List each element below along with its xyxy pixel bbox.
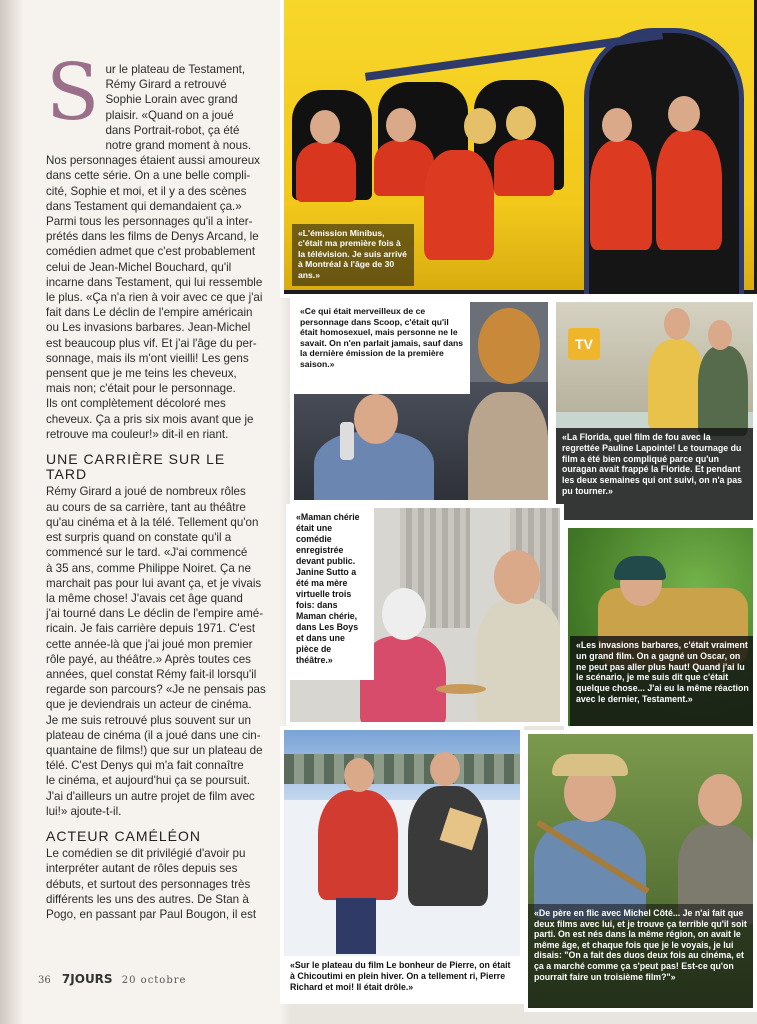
photo-caption: «L'émission Minibus, c'était ma première fois à la télévision. Je suis arrivé à Montréal à l'âge de 30 ans.» [292, 224, 414, 286]
man-suit [476, 598, 564, 726]
person-head [310, 110, 340, 144]
text-line: Sophie Lorain avec grand [105, 93, 238, 107]
man-hawaiian-shirt [648, 340, 704, 430]
person-head [464, 108, 496, 144]
text-line: Nos personnages étaient aussi amoureux [46, 154, 260, 168]
text-line: cité, Sophie et moi, et il y a des scènes [46, 184, 247, 198]
text-line: années, quel constat Rémy fait-il lorsqu'il [46, 667, 257, 681]
text-line: quantaine de films!) que sur un plateau de [46, 743, 263, 757]
text-line: retrouve ma couleur!» dit-il en riant. [46, 427, 229, 441]
text-line: plateau de cinéma (il a joué dans une cin- [46, 728, 261, 742]
person-head [382, 588, 426, 640]
section-heading: ACTEUR CAMÉLÉON [46, 827, 202, 844]
text-line: que je deviendrais un acteur de cinéma. [46, 698, 252, 712]
text-line: comédien admet que c'est probablement [46, 245, 256, 259]
person-head [354, 394, 398, 444]
text-line: ricain. Je fais carrière depuis 1971. C'est [46, 622, 256, 636]
page-footer [38, 972, 278, 988]
text-line: commencé sur le tard. «J'ai commencé [46, 546, 248, 560]
article-column [46, 48, 270, 922]
text-line: prétés dans les films de Denys Arcand, le [46, 230, 259, 244]
wool-hat [614, 556, 666, 580]
text-line: plaisir. «Quand on a joué [105, 108, 234, 122]
person-head [386, 108, 416, 142]
section-heading: UNE CARRIÈRE SUR LE TARD [46, 451, 226, 483]
text-line: notre grand moment à nous. [105, 139, 252, 153]
text-line: mais non; c'était pour le personnage. [46, 382, 236, 396]
woman-floral-dress [698, 346, 748, 436]
text-line: au cours de sa carrière, tant au théâtre [46, 500, 246, 514]
person-head [664, 308, 690, 340]
person-head [708, 320, 732, 350]
straw-hat [552, 754, 628, 776]
text-line: j'ai tourné dans Le déclin de l'empire amé- [46, 607, 264, 621]
photo-caption: «Les invasions barbares, c'était vraiment un grand film. On a gagné un Oscar, on ne peut pas aller plus haut! Quand j'ai lu le scénario, je me suis dit que c'était quelque chose... J'ai eu la même réaction avec le dernier, Testament.» [570, 636, 755, 728]
photo-invasions-barbares [564, 524, 757, 730]
woman-curly-hair [468, 392, 548, 504]
photo-minibus [280, 0, 757, 298]
photo-de-pere-en-flic [524, 730, 757, 1012]
text-line: débuts, et surtout des personnages très [46, 877, 251, 891]
text-line: cette année-là que j'ai joué mon premier [46, 637, 253, 651]
paragraph-1-rest [46, 153, 270, 442]
man-red-parka [318, 790, 398, 900]
person-head [430, 752, 460, 786]
tv-sign: TV [568, 328, 600, 360]
legs [336, 898, 376, 954]
text-line: Parmi tous les personnages qu'il a inter- [46, 215, 253, 229]
person-red-shirt [590, 140, 652, 250]
text-line: sonnage, mais ils m'ont vieilli! Les gens [46, 351, 249, 365]
drop-cap: S [46, 48, 100, 138]
person-red-shirt [424, 150, 494, 260]
text-line: différents les uns des autres. De Stan à [46, 892, 249, 906]
text-line: Le comédien se dit privilégié d'avoir pu [46, 847, 246, 861]
text-line: qu'au cinéma et à la télé. Tellement qu'on [46, 515, 259, 529]
text-line: dans Testament qui demandaient ça.» [46, 199, 242, 213]
text-line: J'ai d'ailleurs un autre projet de film avec [46, 789, 255, 803]
trees [284, 754, 520, 784]
text-line: Rémy Girard a retrouvé [105, 78, 227, 92]
photo-maman-cherie [286, 504, 564, 726]
man-dark-coat [408, 786, 488, 906]
text-line: Ils ont complètement décoloré mes [46, 397, 226, 411]
photo-caption: «Ce qui était merveilleux de ce personnage dans Scoop, c'était qu'il était homosexuel, mais personne ne le savait. On n'en parlait jamais, sauf dans la dernière émission de la première saison.» [294, 302, 470, 394]
issue-date: 20 octobre [121, 975, 187, 986]
person-head [668, 96, 700, 132]
person-red-shirt [656, 130, 722, 250]
text-line: la même chose! J'avais cet âge quand [46, 591, 243, 605]
text-line: ou Les invasions barbares. Jean-Michel [46, 321, 251, 335]
text-line: interpréter autant de rôles depuis ses [46, 862, 238, 876]
text-line: le plus. «Ça n'a rien à voir avec ce que j'ai [46, 291, 263, 305]
text-line: est surpris quand on constate qu'il a [46, 531, 232, 545]
text-line: Rémy Girard a joué de nombreux rôles [46, 485, 246, 499]
person-head [494, 550, 540, 604]
photo-la-florida [552, 298, 757, 524]
text-line: le cinéma, et aujourd'hui ça se poursuit. [46, 774, 250, 788]
person-red-shirt [296, 142, 356, 202]
photo-caption: «De père en flic avec Michel Côté... Je n'ai fait que deux films avec lui, et je trouve ça terrible qu'il soit parti. On est nés dans la même région, on avait le même âge, et chaque fois que je le voyais, je lui disais: "On a fait des duos deux fois au cinéma, et ça a marché comme ça s'peut pas! Est-ce qu'on pourrait faire un troisième film?"» [528, 904, 753, 1008]
photo-caption: «Maman chérie était une comédie enregistrée devant public. Janine Sutto a été ma mère virtuelle trois fois: dans Maman chérie, dans Les Boys et dans une pièce de théâtre.» [290, 508, 374, 680]
person-head [602, 108, 632, 142]
plate [436, 684, 486, 694]
text-line: pensent que je me teins les cheveux, [46, 367, 237, 381]
text-line: dans cette série. On a une belle compli- [46, 169, 251, 183]
text-line: dans Portrait-robot, ça été [105, 123, 240, 137]
photo-bonheur-de-pierre [280, 726, 524, 1004]
text-line: marchait pas pour lui avant ça, et je vivais [46, 576, 262, 590]
text-line: celui de Jean-Michel Bouchard, qu'il [46, 260, 232, 274]
text-line: Je me suis retrouvé plus souvent sur un [46, 713, 251, 727]
photo-caption: «Sur le plateau du film Le bonheur de Pierre, on était à Chicoutimi en plein hiver. On a tellement ri, Pierre Richard et moi! Il était drôle.» [284, 956, 520, 1000]
page-number: 36 [38, 975, 51, 986]
photo-caption: «La Florida, quel film de fou avec la regrettée Pauline Lapointe! Le tournage du film a été bien compliqué parce qu'un ouragan avait frappé la Floride. Et pendant les deux semaines qui ont suivi, on n'a pas pu tourner.» [556, 428, 753, 520]
text-line: rôle payé, au théâtre.» Après toutes ces [46, 652, 251, 666]
paragraph-2 [46, 484, 270, 818]
text-line: Pogo, en passant par Paul Bougon, il est [46, 907, 257, 921]
telephone [340, 422, 354, 460]
photo-scoop [290, 298, 552, 504]
text-line: ur le plateau de Testament, [105, 63, 246, 76]
paragraph-3 [46, 846, 270, 922]
text-line: fait dans Le déclin de l'empire américain [46, 306, 253, 320]
text-line: regarde son parcours? «Je ne pensais pas [46, 683, 266, 697]
person-head [698, 774, 742, 826]
magazine-logo: 7JOURS [61, 972, 113, 986]
person-head [506, 106, 536, 140]
text-line: est beaucoup plus vif. Et j'ai l'âge du per- [46, 336, 257, 350]
text-line: à 35 ans, comme Philippe Noiret. Ça ne [46, 561, 251, 575]
person-red-shirt [494, 140, 554, 196]
text-line: télé. C'est Denys qui m'a fait connaître [46, 759, 244, 773]
text-line: lui!» ajoute-t-il. [46, 804, 122, 818]
text-line: incarne dans Testament, qui lui ressemble [46, 275, 263, 289]
person-head [344, 758, 374, 792]
text-line: cheveux. Ça a pris six mois avant que je [46, 412, 254, 426]
person-head [478, 308, 540, 384]
